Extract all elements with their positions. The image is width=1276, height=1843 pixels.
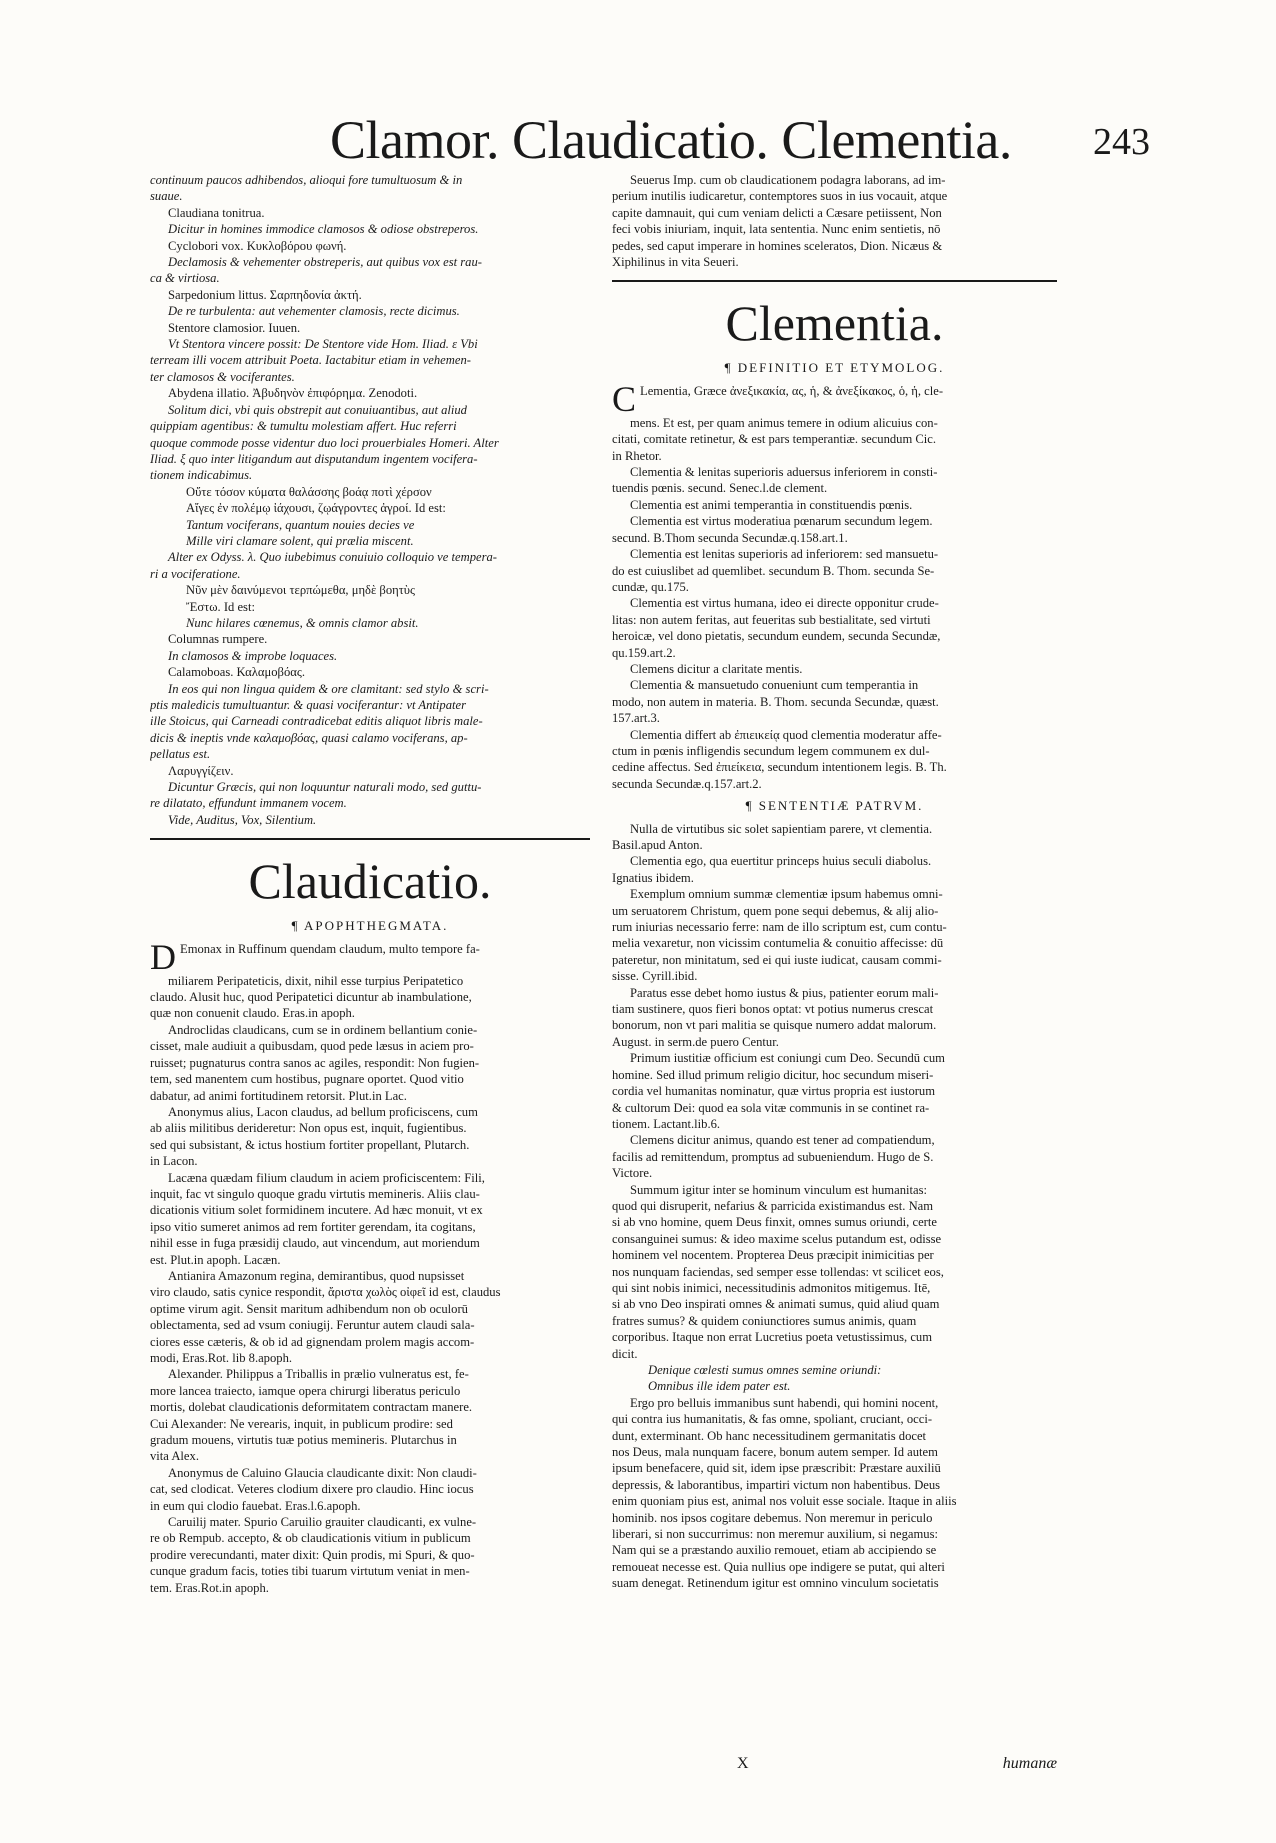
text-line: Anonymus alius, Lacon claudus, ad bellum proficiscens, cum xyxy=(168,1104,478,1119)
catchword: humanæ xyxy=(1002,1755,1057,1772)
text-line: quoque commode posse videntur duo loci prouerbiales Homeri. Alter xyxy=(150,435,499,450)
text-line: facilis ad remittendum, promptus ad subueniendum. Hugo de S. xyxy=(612,1149,934,1164)
text-line: Cyclobori vox. Κυκλοβόρου φωνή. xyxy=(168,238,347,253)
drop-cap: C xyxy=(612,382,637,415)
subhead-definitio: ¶ DEFINITIO ET ETYMOLOG. xyxy=(724,360,945,376)
text-line: Nulla de virtutibus sic solet sapientiam parere, vt clementia. xyxy=(630,821,933,836)
text-line: Nunc hilares cœnemus, & omnis clamor absit. xyxy=(186,615,419,630)
text-line: Androclidas claudicans, cum se in ordinem bellantium conie- xyxy=(168,1022,478,1037)
text-line: suam denegat. Retinendum igitur est omnino vinculum societatis xyxy=(612,1576,939,1591)
text-line: tionem indicabimus. xyxy=(150,468,253,483)
text-line: Clemens dicitur animus, quando est tener ad compatiendum, xyxy=(630,1133,935,1148)
text-line: cisset, male audiuit a quibusdam, quod pede læsus in aciem pro- xyxy=(150,1039,474,1054)
text-line: Dicitur in homines immodice clamosos & odiose obstreperos. xyxy=(168,222,479,237)
sententiae-entries xyxy=(612,821,1057,1592)
text-line: rum iniurias necessario ferre: nam de illo scriptum est, cum contu- xyxy=(612,920,947,935)
text-line: Summum igitur inter se hominum vinculum est humanitas: xyxy=(630,1182,927,1197)
text-line: cunque gradum facis, toties tibi tuarum virtutum veniat in men- xyxy=(150,1564,470,1579)
text-line: mens. Et est, per quam animus temere in odium alicuius con- xyxy=(630,415,938,430)
text-line: Seuerus Imp. cum ob claudicationem podagra laborans, ad im- xyxy=(630,173,946,187)
text-line: pedes, sed caput imperare in homines sceleratos, Dion. Nicæus & xyxy=(612,238,943,253)
text-line: Alexander. Philippus a Triballis in prælio vulneratus est, fe- xyxy=(168,1367,469,1382)
text-line: Paratus esse debet homo iustus & pius, patienter eorum mali- xyxy=(630,985,939,1000)
text-line: tem. Eras.Rot.in apoph. xyxy=(150,1580,269,1595)
text-line: tem, sed manentem cum hostibus, pugnare oportet. Quod vitio xyxy=(150,1072,464,1087)
text-line: capite damnauit, qui cum veniam delicti a Cæsare petiissent, Non xyxy=(612,205,942,220)
text-line: In clamosos & improbe loquaces. xyxy=(168,648,338,663)
text-line: D Emonax in Ruffinum quendam claudum, multo tempore fa- xyxy=(150,940,480,973)
text-line: cedine affectus. Sed ἐπιείκεια, secundum intentionem legis. B. Th. xyxy=(612,760,947,775)
right-column xyxy=(612,172,1057,1772)
text-line: ptis maledicis tumultuantur. & quasi vociferantur: vt Antipater xyxy=(150,698,466,712)
text-line: quæ non conuenit claudo. Eras.in apoph. xyxy=(150,1006,355,1021)
text-line: De re turbulenta: aut vehementer clamosis, recte dicimus. xyxy=(168,304,460,319)
text-line: Clementia & lenitas superioris aduersus inferiorem in consti- xyxy=(630,465,938,480)
text-line: ciores esse cæteris, & ob id ad gignendam prolem magis accom- xyxy=(150,1334,475,1349)
text-line: viro claudo, satis cynice respondit, ἄριστα χωλὸς οἰφεῖ id est, claudus xyxy=(150,1285,501,1300)
text-line: Clementia est animi temperantia in constituendis pœnis. xyxy=(630,497,913,512)
text-line: Clementia & mansuetudo conueniunt cum temperantia in xyxy=(630,678,919,693)
text-line: corporibus. Itaque non errat Lucretius poeta vetustissimus, cum xyxy=(612,1330,933,1345)
text-line: Claudiana tonitrua. xyxy=(168,205,265,220)
text-line: Columnas rumpere. xyxy=(168,632,268,647)
text-line: continuum paucos adhibendos, alioqui fore tumultuosum & in xyxy=(150,173,463,187)
left-column xyxy=(150,172,590,1772)
text-line: more lancea traiecto, iamque opera chirurgi liberatus periculo xyxy=(150,1383,461,1398)
text-line: dabatur, ad animi fortitudinem retorsit. Plut.in Lac. xyxy=(150,1088,407,1103)
text-line: Abydena illatio. Ἀβυδηνὸν ἐπιφόρημα. Zenodoti. xyxy=(168,386,418,401)
text-line: nos nunquam faciendas, sed semper esse tollendas: vt scilicet eos, xyxy=(612,1264,944,1279)
text-line: Ignatius ibidem. xyxy=(612,870,694,885)
claudicatio-entries xyxy=(150,941,590,1596)
text-line: Declamosis & vehementer obstreperis, aut quibus vox est rau- xyxy=(168,255,482,270)
text-line: quod qui disruperit, nefarius & parricida existimandus est. Nam xyxy=(612,1198,934,1213)
text-line: si ab vno homine, quem Deus finxit, omnes sumus oriundi, certe xyxy=(612,1215,937,1230)
text-line: Νῦν μὲν δαινύμενοι τερπώμεθα, μηδὲ βοητὺς xyxy=(186,583,416,598)
text-line: Clementia est virtus humana, ideo ei directe opponitur crude- xyxy=(630,596,939,611)
text-line: liberari, si non succurrimus: non meremur auxilium, si negamus: xyxy=(612,1527,938,1542)
text-line: optime virum agit. Sensit maritum adhibendum non ob oculorū xyxy=(150,1301,468,1316)
text-line: ca & virtiosa. xyxy=(150,271,220,286)
text-line: ille Stoicus, qui Carneadi contradicebat editis aliquot libris male- xyxy=(150,714,483,729)
text-line: litas: non autem feritas, aut feueritas sub bestialitate, sed virtuti xyxy=(612,612,931,627)
text-line: heroicæ, vel dono pietatis, secundum eundem, secunda Secundæ, xyxy=(612,629,941,644)
page-number: 243 xyxy=(1093,121,1150,163)
text-line: Ἔστω. Id est: xyxy=(186,599,255,614)
text-line: nos Deus, mala nunquam facere, bonum autem semper. Id autem xyxy=(612,1445,938,1460)
text-line: mortis, dolebat claudicationis deformitatem contractam manere. xyxy=(150,1400,473,1415)
text-line: Anonymus de Caluino Glaucia claudicante dixit: Non claudi- xyxy=(168,1465,477,1480)
text-line: dicationis vitium solet formidinem incutere. Ad hæc monuit, vt ex xyxy=(150,1203,483,1218)
text-line: consanguinei sumus: & ideo maxime scelus putandum est, odisse xyxy=(612,1231,942,1246)
text-line: ipsum benefacere, quid sit, idem ipse præscribit: Præstare auxiliū xyxy=(612,1461,941,1476)
text-line: inquit, fac vt singulo quoque gradu virtutis memineris. Aliis clau- xyxy=(150,1186,480,1201)
text-line: Λαρυγγίζειν. xyxy=(168,763,234,778)
text-line: nihil esse in fuga præsidij claudo, aut vincendum, aut moriendum xyxy=(150,1236,480,1251)
section-title-claudicatio: Claudicatio. xyxy=(248,853,492,910)
text-line: dicit. xyxy=(612,1346,638,1361)
text-line: ter clamosos & vociferantes. xyxy=(150,369,295,384)
text-line: Clementia differt ab ἐπιεικείᾳ quod clementia moderatur affe- xyxy=(630,727,942,742)
seuerus-entry xyxy=(612,172,1057,270)
text-line: Οὔτε τόσον κύματα θαλάσσης βοάᾳ ποτὶ χέρσον xyxy=(186,484,432,499)
text-line: dunt, exterminant. Ob hanc necessitudinem germanitatis docet xyxy=(612,1428,927,1443)
paragraph-mark-icon: ¶ xyxy=(291,918,305,934)
text-line: Clementia ego, qua euertitur princeps huius seculi diabolus. xyxy=(630,854,932,869)
text-line: & cultorum Dei: quod ea sola vitæ communis in se continet ra- xyxy=(612,1100,930,1115)
section-title-clementia: Clementia. xyxy=(725,295,944,352)
text-line: Nam qui se a præstando auxilio remouet, etiam ab accipiendo se xyxy=(612,1543,937,1558)
text-line: Cui Alexander: Ne verearis, inquit, in publicum prodire: sed xyxy=(150,1416,453,1431)
text-line: cat, sed clodicat. Veteres clodium dixere pro claudio. Hinc iocus xyxy=(150,1482,474,1497)
definitio-entries xyxy=(612,383,1057,792)
text-line: citati, comitate retinetur, & est pars temperantiæ. secundum Cic. xyxy=(612,432,937,447)
text-line: C Lementia, Græce ἀνεξικακία, ας, ἡ, & ἀνεξίκακος, ὁ, ἡ, cle- xyxy=(612,382,944,415)
text-line: Victore. xyxy=(612,1166,653,1181)
text-line: Αἴγες ἐν πολέμῳ ἰάχουσι, ζῳάγροντες ἀγροί. Id est: xyxy=(186,501,446,516)
text-line: si ab vno Deo inspirati omnes & animati sumus, quid aliud quam xyxy=(612,1297,940,1312)
text-line: ipso vitio sumeret animos ad rem fortiter gerendam, ita cogitans, xyxy=(150,1219,476,1234)
text-line: tuendis pœnis. secund. Senec.l.de clement. xyxy=(612,481,828,496)
text-line: Basil.apud Anton. xyxy=(612,838,703,852)
drop-cap: D xyxy=(150,940,176,973)
running-header xyxy=(330,108,1150,178)
text-line: ri a vociferatione. xyxy=(150,566,241,581)
text-line: miliarem Peripateticis, dixit, nihil esse turpius Peripatetico xyxy=(168,973,464,988)
text-line: qu.159.art.2. xyxy=(612,645,676,660)
text-line: Solitum dici, vbi quis obstrepit aut conuiuantibus, aut aliud xyxy=(168,402,467,417)
text-line: Clemens dicitur a claritate mentis. xyxy=(630,661,803,676)
text-line: hominem vel nocentem. Propterea Deus præcipit inimicitias per xyxy=(612,1248,934,1263)
text-line: re dilatato, effundunt immanem vocem. xyxy=(150,796,347,811)
text-line: pellatus est. xyxy=(150,747,211,762)
text-line: Denique cœlesti sumus omnes semine oriundi: xyxy=(648,1363,882,1377)
text-line: secunda Secundæ.q.157.art.2. xyxy=(612,776,762,791)
text-line: in Rhetor. xyxy=(612,448,662,463)
text-line: in eum qui clodio fauebat. Eras.l.6.apoph. xyxy=(150,1498,361,1513)
text-line: in Lacon. xyxy=(150,1154,198,1169)
text-line: Clementia est virtus moderatiua pœnarum secundum legem. xyxy=(630,514,933,529)
text-line: modi, Eras.Rot. lib 8.apoph. xyxy=(150,1351,293,1365)
section-divider xyxy=(150,838,590,840)
text-line: modo, non autem in materia. B. Thom. secunda Secundæ, quæst. xyxy=(612,694,939,709)
text-line: claudo. Alusit huc, quod Peripatetici dicuntur ab inambulatione, xyxy=(150,990,472,1005)
text-line: Caruilij mater. Spurio Caruilio grauiter claudicanti, ex vulne- xyxy=(168,1515,477,1530)
text-line: gradum mouens, virtutis tuæ potius memineris. Plutarchus in xyxy=(150,1433,457,1448)
text-line: Mille viri clamare solent, qui prælia miscent. xyxy=(186,533,414,548)
text-line: depressis, & laborantibus, impartiri victum non habentibus. Deus xyxy=(612,1477,941,1492)
text-line: vita Alex. xyxy=(150,1449,199,1464)
text-line: pateretur, non minitatum, sed ei qui iuste iudicat, causam commi- xyxy=(612,952,942,967)
text-line: fratres sumus? & quidem coniunctiores sumus animis, quam xyxy=(612,1313,917,1328)
text-line: oblectamenta, sed ad vsum coniugij. Feruntur autem claudi sala- xyxy=(150,1318,475,1333)
text-line: cundæ, qu.175. xyxy=(612,579,689,594)
paragraph-mark-icon: ¶ xyxy=(724,360,738,376)
text-line: Dicuntur Græcis, qui non loquuntur naturali modo, sed guttu- xyxy=(168,780,482,795)
text-line: In eos qui non lingua quidem & ore clamitant: sed stylo & scri- xyxy=(168,681,489,696)
text-line: Vt Stentora vincere possit: De Stentore vide Hom. Iliad. ε Vbi xyxy=(168,337,478,352)
text-line: Alter ex Odyss. λ. Quo iubebimus conuiuio colloquio ve tempera- xyxy=(168,550,497,565)
text-line: Ergo pro belluis immanibus sunt habendi, qui homini nocent, xyxy=(630,1395,939,1410)
text-line: August. in serm.de puero Centur. xyxy=(612,1034,779,1049)
text-line: Lacæna quædam filium claudum in aciem proficiscentem: Fili, xyxy=(168,1170,485,1185)
text-line: hominib. nos ipsos cogitare debemus. Non meremur in periculo xyxy=(612,1510,933,1525)
text-line: Sarpedonium littus. Σαρπηδονία ἀκτή. xyxy=(168,287,362,302)
text-line: feci vobis iniuriam, inquit, lata sententia. Nunc enim sentietis, nō xyxy=(612,222,941,237)
text-line: do est cuiuslibet ad quemlibet. secundum B. Thom. secunda Se- xyxy=(612,563,935,578)
clamor-entries xyxy=(150,172,590,828)
text-line: quippiam agentibus: & tumultu molestiam affert. Huc referri xyxy=(150,419,457,434)
text-line: terream illi vocem attribuit Poeta. Iactabitur etiam in vehemen- xyxy=(150,353,471,368)
subhead-apophthegmata: ¶ APOPHTHEGMATA. xyxy=(291,918,449,934)
text-line: cordia vel humanitas nominatur, quæ virtus propria est iustorum xyxy=(612,1084,936,1099)
text-line: Stentore clamosior. Iuuen. xyxy=(168,320,301,335)
text-line: ctum in pœnis infligendis secundum legem communem ex dul- xyxy=(612,743,930,758)
paragraph-mark-icon: ¶ xyxy=(745,798,759,814)
text-line: Vide, Auditus, Vox, Silentium. xyxy=(168,812,317,827)
text-line: suaue. xyxy=(150,189,183,204)
text-line: homine. Sed illud primum religio dicitur, hoc secundum miseri- xyxy=(612,1067,934,1082)
text-line: sed qui subsistant, & ictus hostium fortiter propellant, Plutarch. xyxy=(150,1137,470,1152)
text-line: sisse. Cyrill.ibid. xyxy=(612,969,698,984)
text-line: secund. B.Thom secunda Secundæ.q.158.art.1. xyxy=(612,530,848,545)
text-line: Xiphilinus in vita Seueri. xyxy=(612,255,739,270)
text-line: re ob Rempub. accepto, & ob claudicationis vitium in publicum xyxy=(150,1531,471,1546)
text-line: Primum iustitiæ officium est coniungi cum Deo. Secundū cum xyxy=(630,1051,945,1066)
text-line: dicis & ineptis vnde καλαμοβόας, quasi calamo vociferans, ap- xyxy=(150,730,468,745)
text-line: Exemplum omnium summæ clementiæ ipsum habemus omni- xyxy=(630,887,943,902)
text-line: ab aliis militibus derideretur: Non opus est, inquit, fugientibus. xyxy=(150,1121,467,1136)
page-title: Clamor. Claudicatio. Clementia. xyxy=(330,110,1012,170)
text-line: tiam sustinere, quos fieri bonos optat: vt potius numerus crescat xyxy=(612,1002,934,1017)
text-line: perium inutilis iudicaretur, contemptores suos in ius vocauit, atque xyxy=(612,189,948,204)
text-line: bonorum, non vt pari malitia se quisque numero addat malorum. xyxy=(612,1018,937,1033)
text-line: remoueat necesse est. Quia nullius ope indigere se putat, qui alteri xyxy=(612,1559,945,1574)
text-line: qui sint nobis inimici, necessitudinis admonitos mitigemus. Itē, xyxy=(612,1280,931,1295)
text-line: prodire verecundanti, mater dixit: Quin prodis, mi Spuri, & quo- xyxy=(150,1547,475,1562)
signature-mark: X xyxy=(737,1755,749,1772)
text-line: Antianira Amazonum regina, demirantibus, quod nupsisset xyxy=(168,1268,465,1283)
subhead-sententiae: ¶ SENTENTIÆ PATRVM. xyxy=(745,798,924,814)
text-line: Tantum vociferans, quantum nouies decies ve xyxy=(186,517,415,532)
text-line: um seruatorem Christum, quem pone sequi debemus, & alij alio- xyxy=(612,903,939,918)
text-line: tionem. Lactant.lib.6. xyxy=(612,1116,721,1131)
section-divider xyxy=(612,280,1057,282)
text-line: 157.art.3. xyxy=(612,711,660,726)
text-line: est. Plut.in apoph. Lacæn. xyxy=(150,1252,281,1267)
text-line: Omnibus ille idem pater est. xyxy=(648,1379,791,1394)
text-line: enim quoniam pius est, animal nos voluit esse sociale. Itaque in aliis xyxy=(612,1494,957,1509)
text-line: Calamoboas. Καλαμοβόας. xyxy=(168,665,305,680)
text-line: Clementia est lenitas superioris ad inferiorem: sed mansuetu- xyxy=(630,547,939,562)
text-line: Iliad. ξ quo inter litigandum aut disputandum ingentem vocifera- xyxy=(150,451,478,466)
text-line: melia vexaretur, non vicissim contumelia & conuitio affecisse: dū xyxy=(612,936,944,951)
text-line: ruisset; pugnaturus contra sanos ac agiles, respondit: Non fugien- xyxy=(150,1055,480,1070)
text-line: qui contra ius humanitatis, & fas omne, spoliant, cruciant, occi- xyxy=(612,1412,933,1427)
